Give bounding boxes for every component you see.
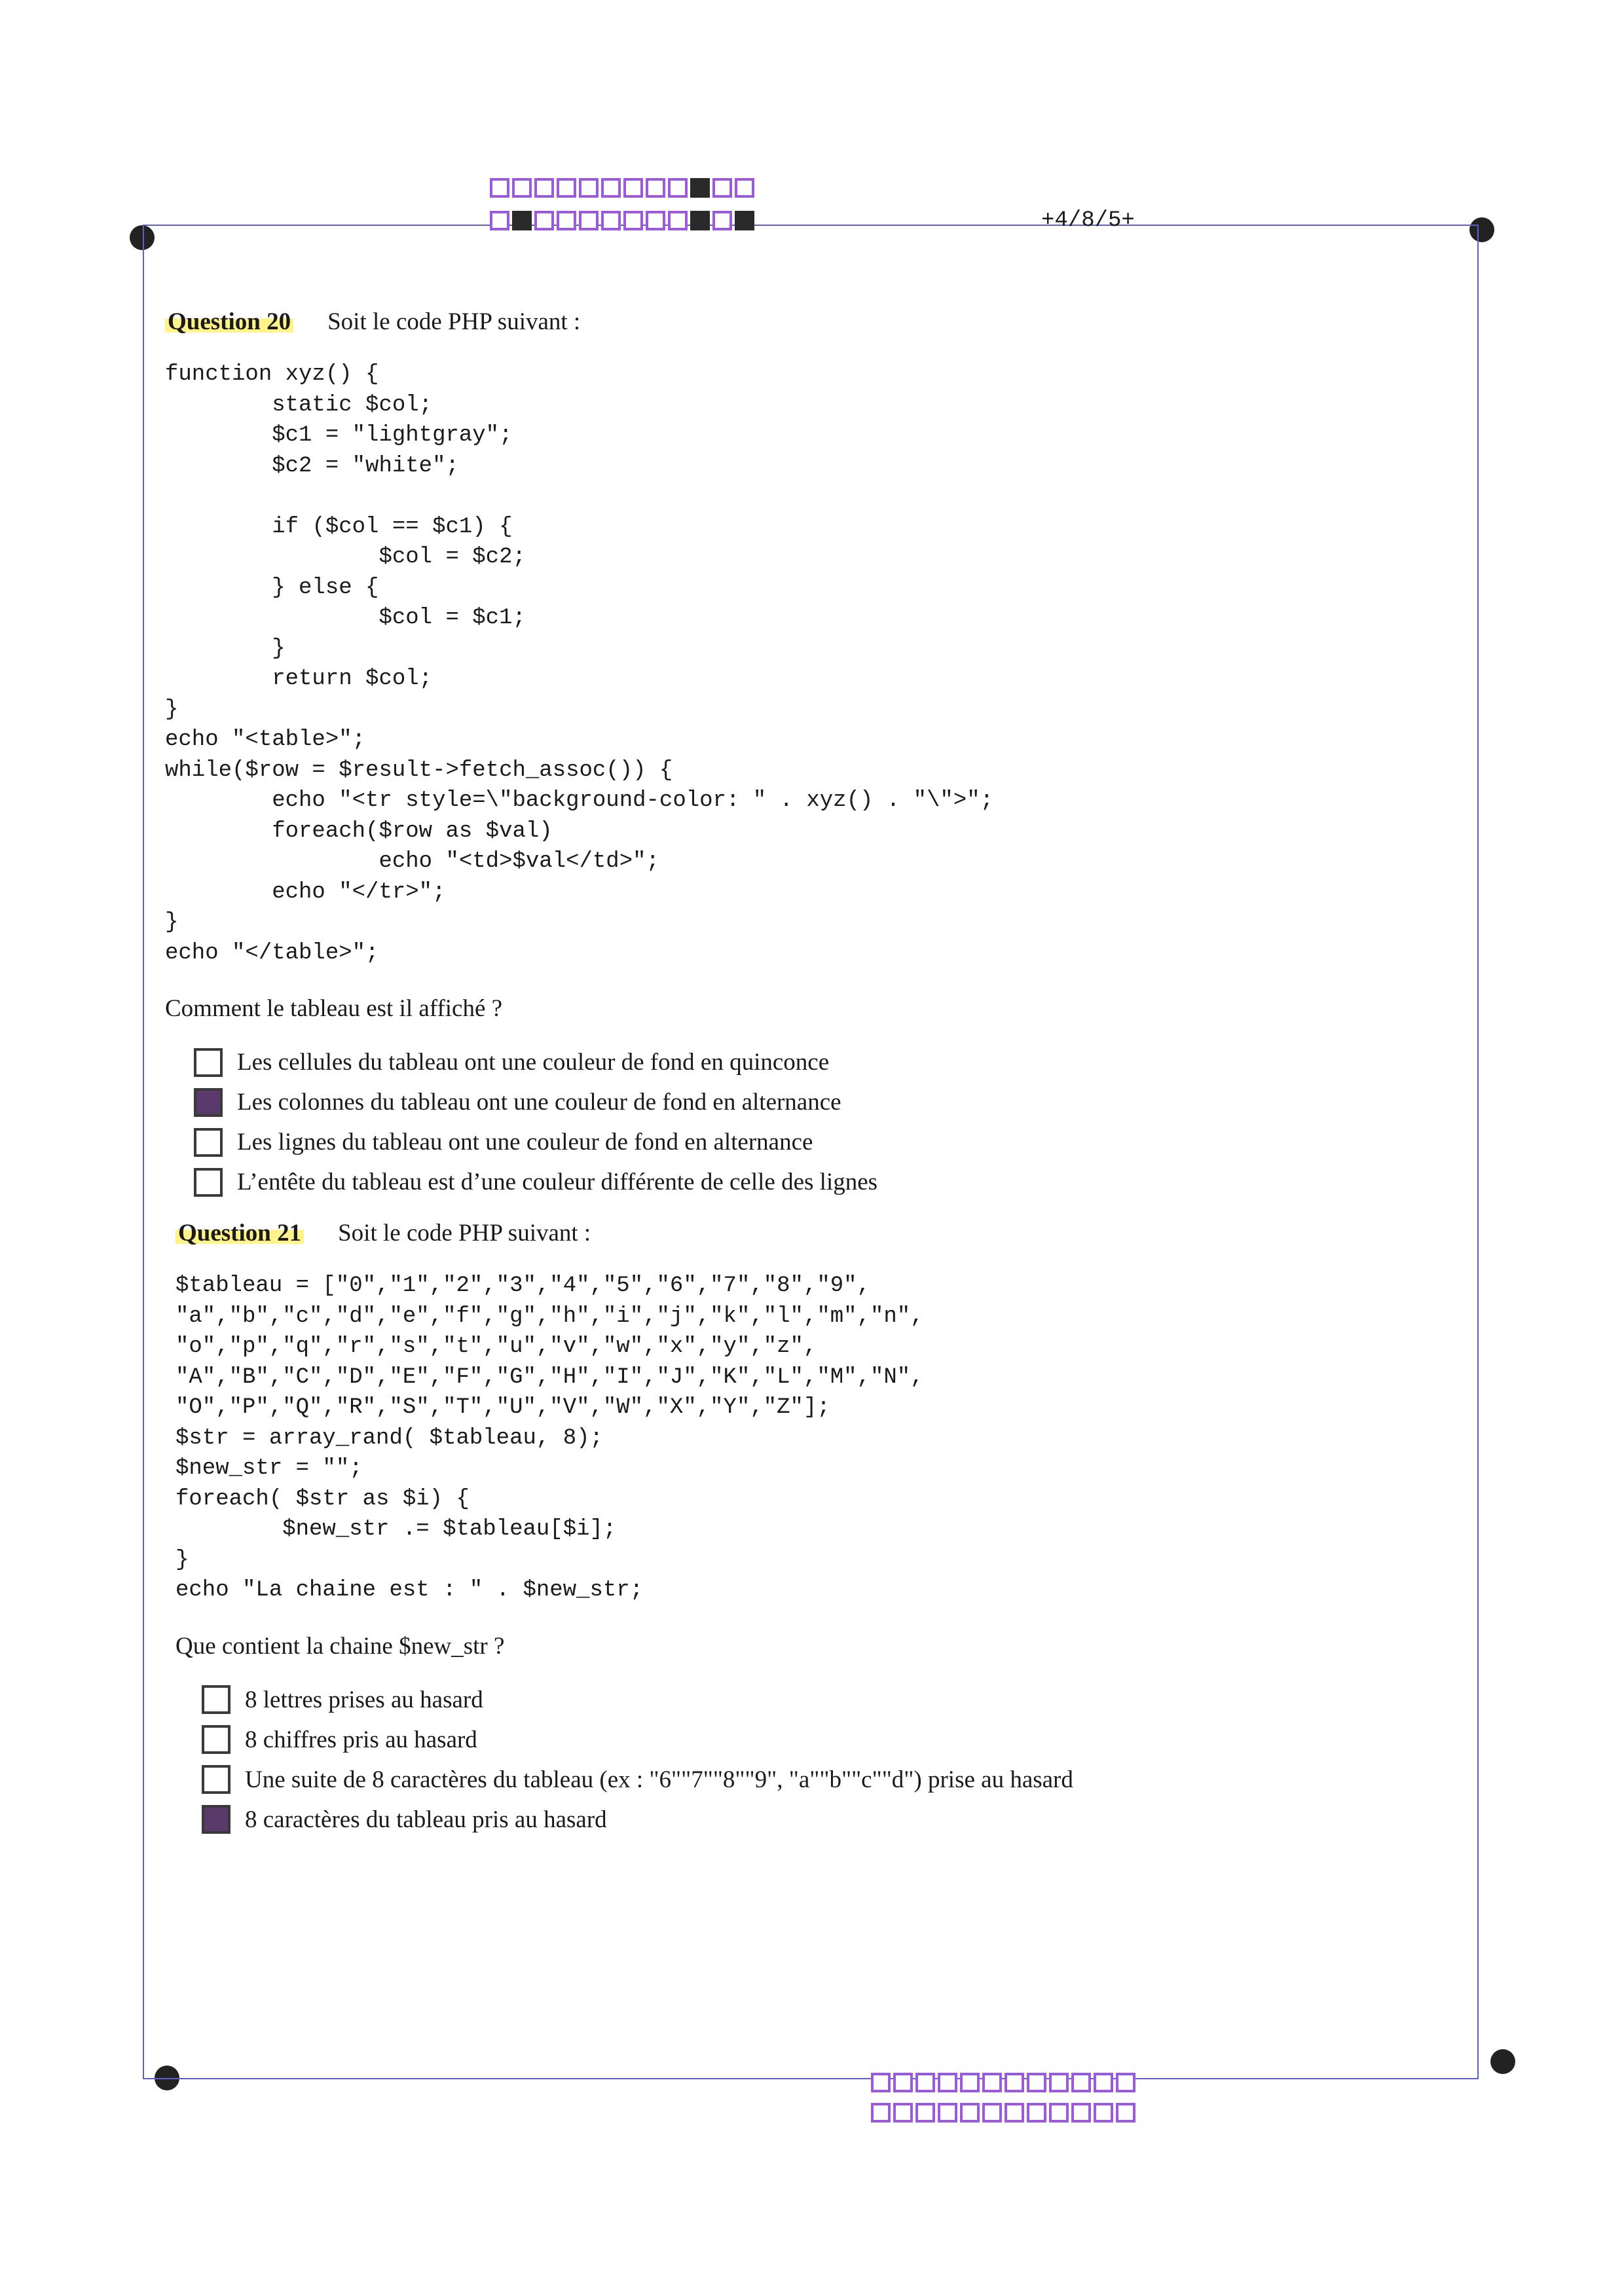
choice-label: 8 lettres prises au hasard [245,1686,483,1713]
answer-choice[interactable] [194,1042,1409,1082]
checkbox-checked[interactable] [202,1805,231,1834]
answer-choice[interactable] [194,1162,1409,1202]
answer-choice[interactable] [202,1800,1420,1840]
page-code-row-4 [871,2103,1135,2123]
checkbox[interactable] [194,1168,223,1197]
answer-choices [194,1042,1409,1202]
choice-label: Les colonnes du tableau ont une couleur de fond en alternance [237,1089,841,1116]
choice-label: Une suite de 8 caractères du tableau (ex : "6""7""8""9", "a""b""c""d") prise au hasard [245,1766,1073,1793]
checkbox-checked[interactable] [194,1088,223,1117]
question-prompt: Comment le tableau est il affiché ? [165,995,503,1022]
page-code-row-3 [871,2073,1135,2092]
choice-label: L’entête du tableau est d’une couleur différente de celle des lignes [237,1169,878,1195]
checkbox[interactable] [202,1765,231,1794]
page-id: +4/8/5+ [1041,208,1135,233]
choice-label: 8 chiffres pris au hasard [245,1726,477,1753]
checkbox[interactable] [202,1685,231,1714]
checkbox[interactable] [202,1725,231,1754]
answer-choice[interactable] [202,1680,1420,1720]
corner-mark-bottom-right [1490,2049,1515,2074]
choice-label: Les cellules du tableau ont une couleur de fond en quinconce [237,1049,830,1076]
answer-choice[interactable] [202,1760,1420,1800]
page-code-row-2 [490,211,754,230]
answer-choice[interactable] [202,1720,1420,1760]
checkbox[interactable] [194,1128,223,1157]
answer-choice[interactable] [194,1082,1409,1122]
code-block: $tableau = ["0","1","2","3","4","5","6","7","8","9", "a","b","c","d","e","f","g","h","i","j","k","l","m","n", "o","p","q","r","s","t","u","v","w","x","y","z", "A","B","C","D","E","F","G","H","I","J","K","L","M","N", "O","P","Q","R","S","T","U","V","W","X","Y","Z"]; $str = array_rand( $tableau, 8); $new_str = ""; foreach( $str as $i) { $new_str .= $tableau[$i]; } echo "La chaine est : " . $new_str; [175,1273,924,1603]
answer-choice[interactable] [194,1122,1409,1162]
choice-label: 8 caractères du tableau pris au hasard [245,1806,607,1833]
page-code-row-1 [490,178,754,198]
checkbox[interactable] [194,1048,223,1077]
question-21 [175,1219,1420,1840]
answer-choices [202,1680,1420,1840]
question-prompt: Que contient la chaine $new_str ? [175,1632,505,1660]
choice-label: Les lignes du tableau ont une couleur de fond en alternance [237,1129,813,1156]
question-title: Question 20 [165,308,293,336]
code-block: function xyz() { static $col; $c1 = "lightgray"; $c2 = "white"; if ($col == $c1) { $col = $c2; } else { $col = $c1; } return $col; } echo "<table>"; while($row = $result->fetch_assoc()) { echo "<tr style=\"background-color: " . xyz() . "\">"; foreach($row as $val) echo "<td>$val</td>"; echo "</tr>"; } echo "</table>"; [165,362,994,966]
question-intro: Soit le code PHP suivant : [327,308,581,335]
question-20 [165,308,1409,1202]
question-title: Question 21 [175,1219,304,1247]
question-intro: Soit le code PHP suivant : [338,1220,591,1247]
